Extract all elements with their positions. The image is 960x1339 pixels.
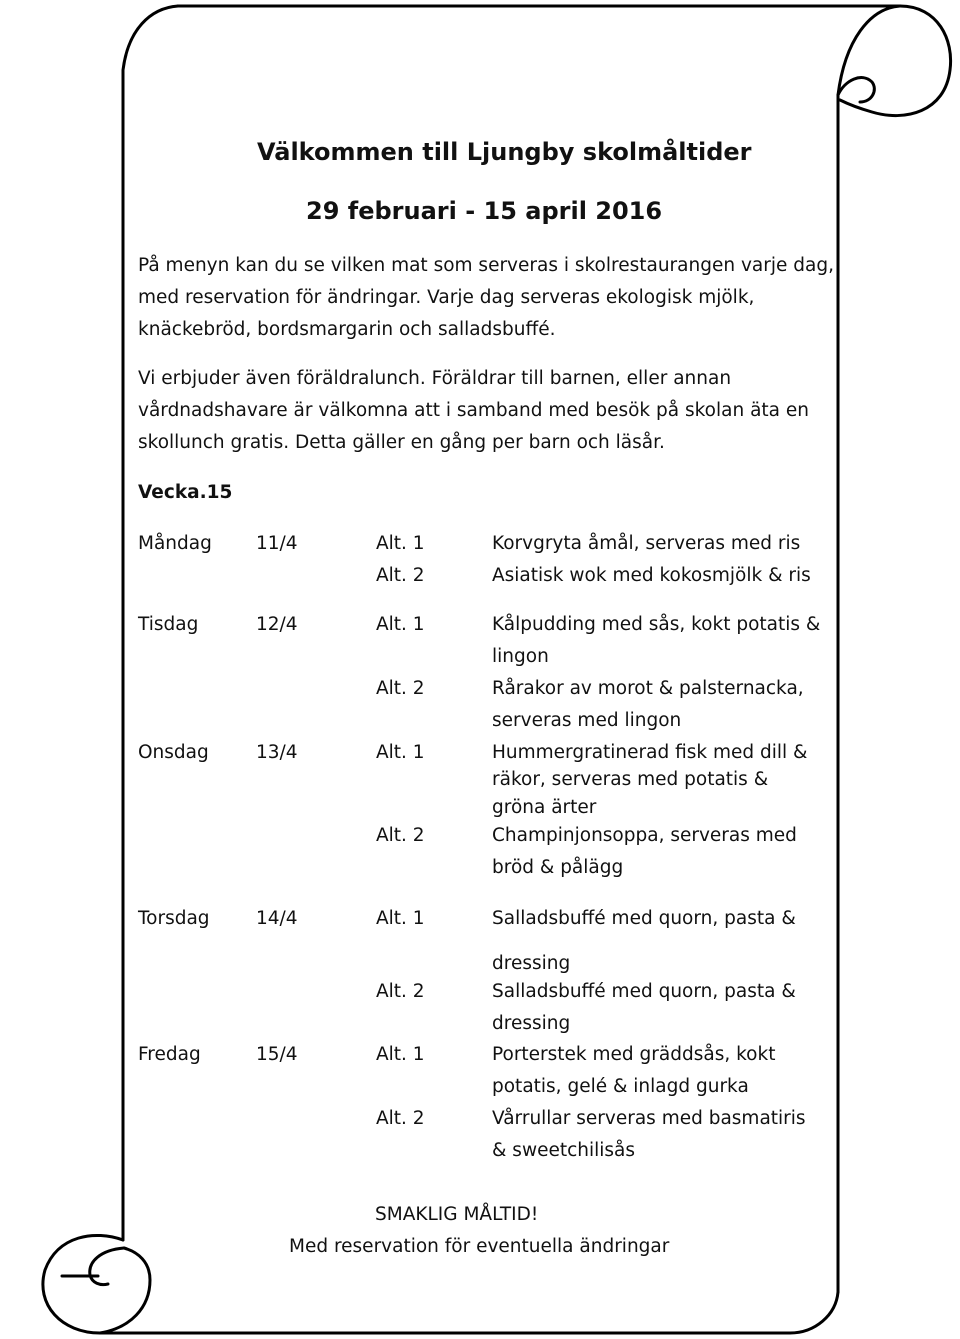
dish-line: Champinjonsoppa, serveras med: [492, 825, 797, 846]
scroll-top-roll: [178, 6, 951, 116]
day-name: Tisdag: [138, 614, 199, 635]
day-date: 13/4: [256, 742, 298, 763]
alt-label: Alt. 1: [376, 614, 425, 635]
dish-line: potatis, gelé & inlagd gurka: [492, 1076, 749, 1097]
parent-lunch-line-1: Vi erbjuder även föräldralunch. Föräldrar till barnen, eller annan: [138, 368, 732, 389]
intro-line-1: På menyn kan du se vilken mat som serveras i skolrestaurangen varje dag,: [138, 255, 834, 276]
day-date: 11/4: [256, 533, 298, 554]
alt-label: Alt. 1: [376, 533, 425, 554]
day-date: 15/4: [256, 1044, 298, 1065]
parent-lunch-line-3: skollunch gratis. Detta gäller en gång per barn och läsår.: [138, 432, 665, 453]
day-date: 12/4: [256, 614, 298, 635]
page-title: Välkommen till Ljungby skolmåltider: [257, 138, 752, 166]
day-name: Torsdag: [138, 908, 210, 929]
dish-line: serveras med lingon: [492, 710, 682, 731]
dish-line: Rårakor av morot & palsternacka,: [492, 678, 804, 699]
dish-line: Asiatisk wok med kokosmjölk & ris: [492, 565, 811, 586]
alt-label: Alt. 2: [376, 825, 425, 846]
alt-label: Alt. 2: [376, 678, 425, 699]
alt-label: Alt. 2: [376, 1108, 425, 1129]
dish-line: gröna ärter: [492, 797, 597, 818]
dish-line: lingon: [492, 646, 549, 667]
alt-label: Alt. 1: [376, 1044, 425, 1065]
alt-label: Alt. 2: [376, 565, 425, 586]
dish-line: Salladsbuffé med quorn, pasta &: [492, 908, 796, 929]
dish-line: Korvgryta åmål, serveras med ris: [492, 533, 801, 554]
parent-lunch-line-2: vårdnadshavare är välkomna att i samband med besök på skolan äta en: [138, 400, 809, 421]
dish-line: Salladsbuffé med quorn, pasta &: [492, 981, 796, 1002]
alt-label: Alt. 1: [376, 742, 425, 763]
day-name: Måndag: [138, 533, 212, 554]
dish-line: dressing: [492, 953, 571, 974]
reservation-note: Med reservation för eventuella ändringar: [289, 1236, 670, 1257]
intro-line-2: med reservation för ändringar. Varje dag serveras ekologisk mjölk,: [138, 287, 755, 308]
dish-line: Vårrullar serveras med basmatiris: [492, 1108, 806, 1129]
day-name: Onsdag: [138, 742, 209, 763]
dish-line: räkor, serveras med potatis &: [492, 769, 769, 790]
dish-line: & sweetchilisås: [492, 1140, 636, 1161]
dish-line: bröd & pålägg: [492, 857, 624, 878]
closing-greeting: SMAKLIG MÅLTID!: [375, 1204, 539, 1225]
dish-line: Kålpudding med sås, kokt potatis &: [492, 614, 821, 635]
intro-line-3: knäckebröd, bordsmargarin och salladsbuffé.: [138, 319, 556, 340]
week-label: Vecka.15: [138, 482, 233, 503]
dish-line: Porterstek med gräddsås, kokt: [492, 1044, 776, 1065]
dish-line: dressing: [492, 1013, 571, 1034]
alt-label: Alt. 2: [376, 981, 425, 1002]
date-range: 29 februari - 15 april 2016: [306, 197, 663, 225]
day-date: 14/4: [256, 908, 298, 929]
day-name: Fredag: [138, 1044, 201, 1065]
alt-label: Alt. 1: [376, 908, 425, 929]
dish-line: Hummergratinerad fisk med dill &: [492, 742, 808, 763]
